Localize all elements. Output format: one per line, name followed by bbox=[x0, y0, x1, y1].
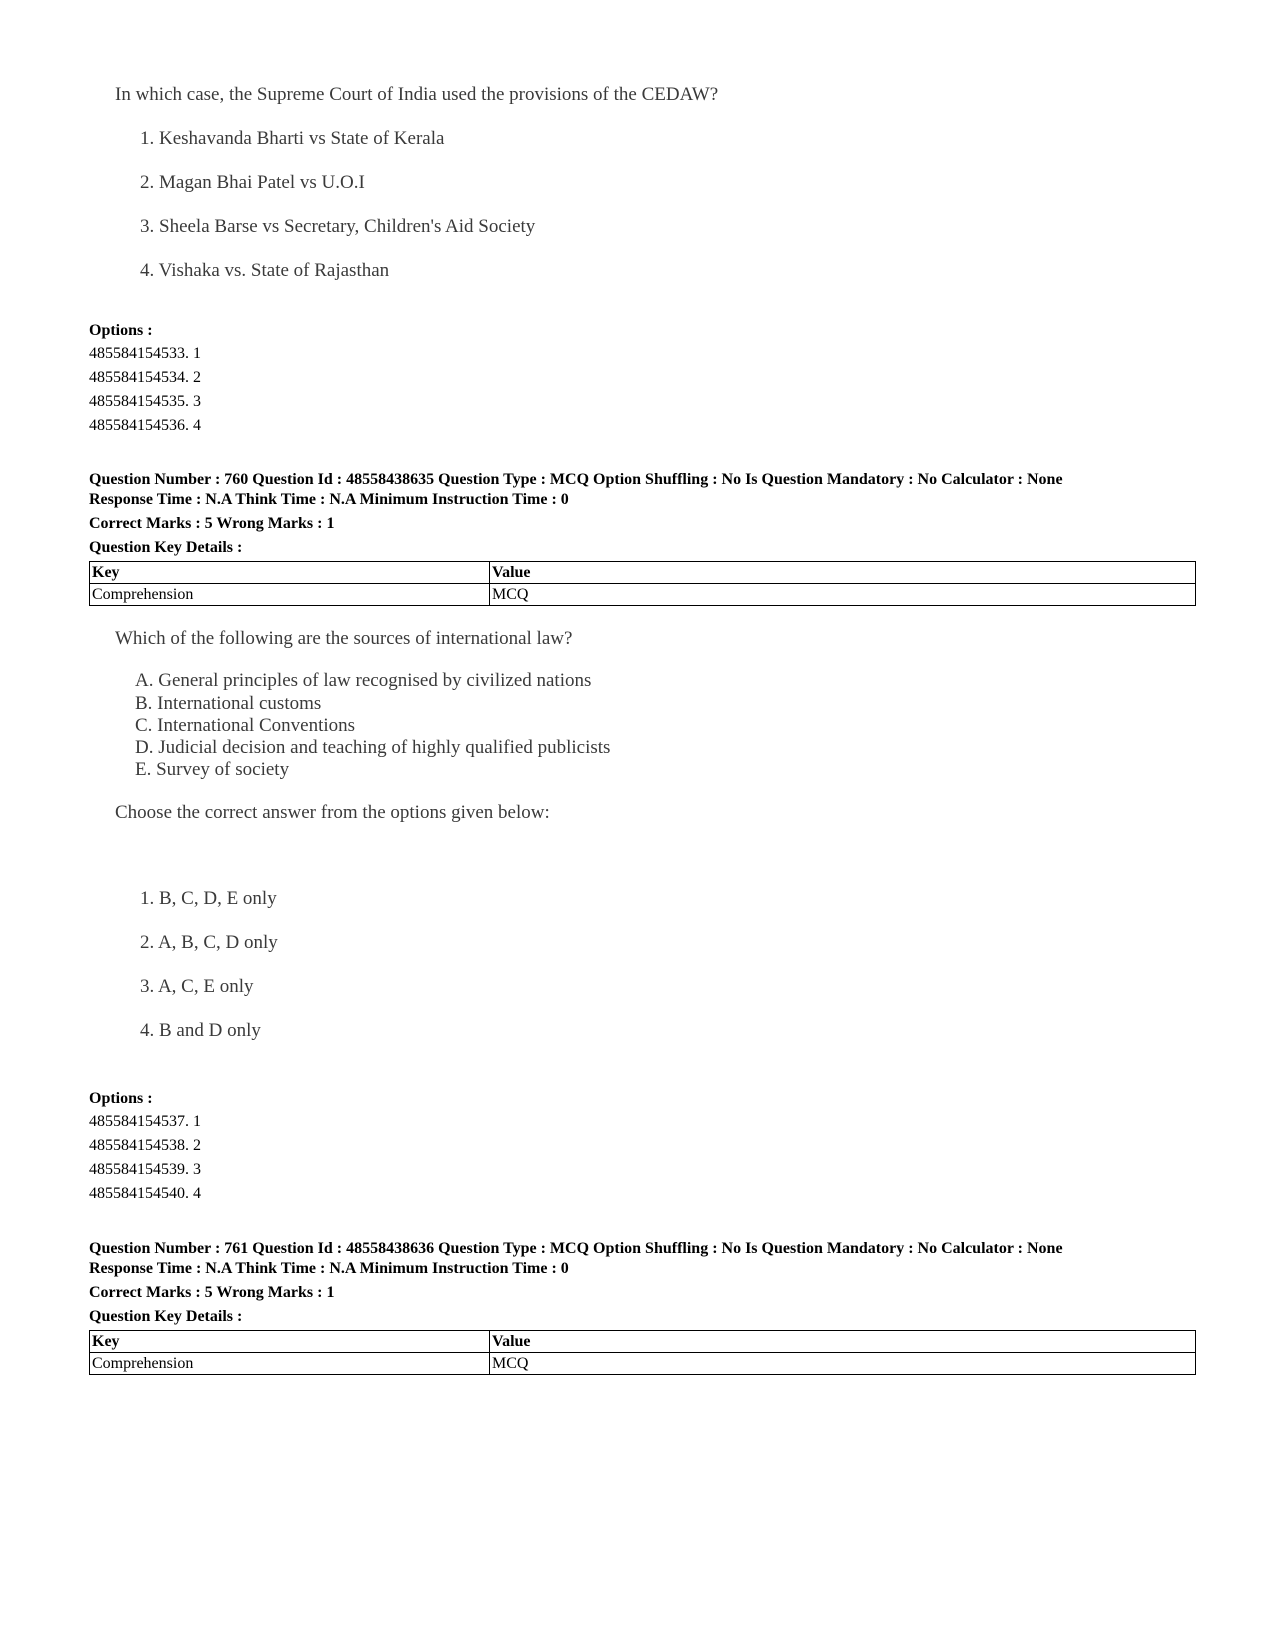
question-text: In which case, the Supreme Court of India used the provisions of the CEDAW? bbox=[115, 84, 719, 105]
statement-text: C. International Conventions bbox=[135, 715, 356, 736]
table-row bbox=[90, 1353, 1196, 1375]
option-item: 485584154534. 2 bbox=[89, 369, 201, 386]
options-list bbox=[89, 342, 201, 438]
question-meta-line: Response Time : N.A Think Time : N.A Minimum Instruction Time : 0 bbox=[89, 1260, 569, 1277]
choice-text: 3. Sheela Barse vs Secretary, Children's Aid Society bbox=[140, 216, 536, 237]
key-details-table bbox=[89, 1330, 1196, 1375]
option-item: 485584154538. 2 bbox=[89, 1137, 201, 1154]
question-image bbox=[115, 84, 815, 284]
key-details-label: Question Key Details : bbox=[89, 539, 243, 556]
table-row bbox=[90, 584, 1196, 606]
statement-text: A. General principles of law recognised by civilized nations bbox=[135, 670, 592, 691]
question-text: Which of the following are the sources of international law? bbox=[115, 628, 573, 649]
statement-text: D. Judicial decision and teaching of highly qualified publicists bbox=[135, 737, 611, 758]
options-label: Options : bbox=[89, 322, 153, 339]
choice-text: 4. Vishaka vs. State of Rajasthan bbox=[140, 260, 390, 281]
choice-text: 3. A, C, E only bbox=[140, 976, 254, 997]
choice-text: 4. B and D only bbox=[140, 1020, 261, 1041]
question-meta bbox=[89, 1239, 1209, 1327]
choice-text: 1. B, C, D, E only bbox=[140, 888, 277, 909]
key-details-table bbox=[89, 561, 1196, 606]
table-header-cell: Value bbox=[490, 562, 1196, 584]
choice-text: 1. Keshavanda Bharti vs State of Kerala bbox=[140, 128, 445, 149]
table-cell: Comprehension bbox=[90, 1353, 490, 1375]
option-item: 485584154533. 1 bbox=[89, 345, 201, 362]
table-cell: MCQ bbox=[490, 584, 1196, 606]
table-header-row bbox=[90, 562, 1196, 584]
choice-text: 2. A, B, C, D only bbox=[140, 932, 278, 953]
question-meta-line: Question Number : 760 Question Id : 48558438635 Question Type : MCQ Option Shuffling : No Is Question Mandatory : No Calculator : None bbox=[89, 471, 1063, 488]
table-header-row bbox=[90, 1331, 1196, 1353]
question-meta-line: Response Time : N.A Think Time : N.A Minimum Instruction Time : 0 bbox=[89, 491, 569, 508]
question-image bbox=[115, 628, 815, 1048]
question-meta bbox=[89, 470, 1209, 558]
table-header-cell: Key bbox=[90, 562, 490, 584]
table-cell: Comprehension bbox=[90, 584, 490, 606]
option-item: 485584154536. 4 bbox=[89, 417, 201, 434]
question-meta-line: Question Number : 761 Question Id : 48558438636 Question Type : MCQ Option Shuffling : No Is Question Mandatory : No Calculator : None bbox=[89, 1240, 1063, 1257]
choice-text: 2. Magan Bhai Patel vs U.O.I bbox=[140, 172, 365, 193]
option-item: 485584154540. 4 bbox=[89, 1185, 201, 1202]
statement-text: E. Survey of society bbox=[135, 759, 290, 780]
marks-line: Correct Marks : 5 Wrong Marks : 1 bbox=[89, 515, 335, 532]
marks-line: Correct Marks : 5 Wrong Marks : 1 bbox=[89, 1284, 335, 1301]
table-cell: MCQ bbox=[490, 1353, 1196, 1375]
table-header-cell: Key bbox=[90, 1331, 490, 1353]
options-list bbox=[89, 1110, 201, 1206]
option-item: 485584154539. 3 bbox=[89, 1161, 201, 1178]
options-label: Options : bbox=[89, 1090, 153, 1107]
table-header-cell: Value bbox=[490, 1331, 1196, 1353]
option-item: 485584154535. 3 bbox=[89, 393, 201, 410]
key-details-label: Question Key Details : bbox=[89, 1308, 243, 1325]
option-item: 485584154537. 1 bbox=[89, 1113, 201, 1130]
instruction-text: Choose the correct answer from the options given below: bbox=[115, 802, 550, 823]
statement-text: B. International customs bbox=[135, 693, 322, 714]
